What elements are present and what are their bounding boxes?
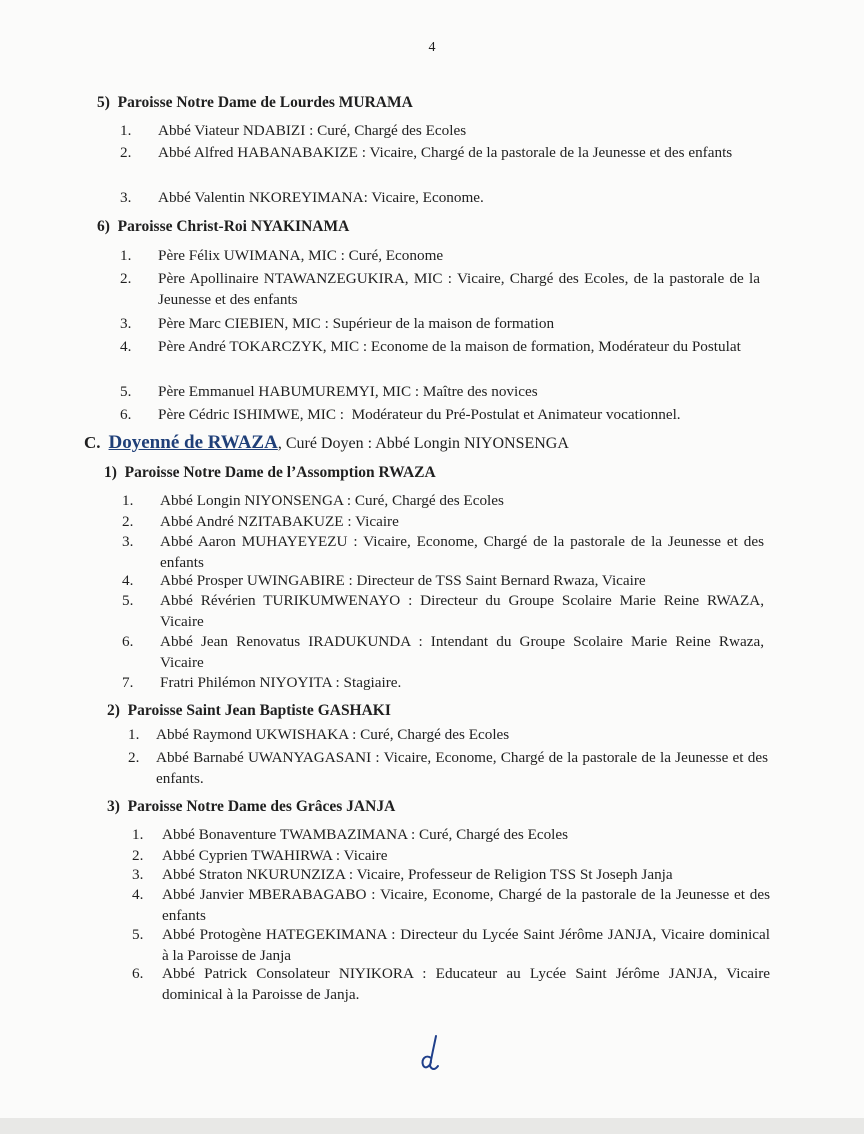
section-title: 3) Paroisse Notre Dame des Grâces JANJA xyxy=(107,798,396,815)
document-page: 4 5) Paroisse Notre Dame de Lourdes MURAMA 1. Abbé Viateur NDABIZI : Curé, Chargé des Ecoles 2. Abbé Alfred HABANABAKIZE : Vicaire, Chargé de la pastorale de la Jeunesse et des enfants 3. Abbé Valentin NKOREYIMANA: Vicaire, Econome. 6) Paroisse Christ-Roi NYAKINAMA 1. Père Félix UWIMANA, MIC : Curé, Econome 2. Père Apollinaire NTAWANZEGUKIRA, MIC : Vicaire, Chargé des Ecoles, de la pastorale de la Jeunesse et des enfants 3. Père Marc CIEBIEN, MIC : Supérieur de la maison de formation 4. Père André TOKARCZYK, MIC : Econome de la maison de formation, Modérateur du Postulat 5. Père Emmanuel HABUMUREMYI, MIC : Maître des novices 6. Père Cédric ISHIMWE, MIC : Modérateur du Pré-Postulat et Animateur vocationnel. C. Doyenné de RWAZA, Curé Doyen : Abbé Longin NIYONSENGA 1) Paroisse Notre Dame de l’Assomption RWAZA 1. Abbé Longin NIYONSENGA : Curé, Chargé des Ecoles 2. Abbé André NZITABAKUZE : Vicaire 3. Abbé Aaron MUHAYEYEZU : Vicaire, Econome, Chargé de la pastorale de la Jeunesse et des enfants 4. Abbé Prosper UWINGABIRE : Directeur de TSS Saint Bernard Rwaza, Vicaire 5. Abbé Révérien TURIKUMWENAYO : Directeur du Groupe Scolaire Marie Reine RWAZA, Vicaire 6. Abbé Jean Renovatus IRADUKUNDA : Intendant du Groupe Scolaire Marie Reine Rwaza, Vicaire 7. Fratri Philémon NIYOYITA : Stagiaire. 2) Paroisse Saint Jean Baptiste GASHAKI 1. Abbé Raymond UKWISHAKA : Curé, Chargé des Ecoles 2. Abbé Barnabé UWANYAGASANI : Vicaire, Econome, Chargé de la pastorale de la Jeunesse et des enfants. 3) Paroisse Notre Dame des Grâces JANJA 1. Abbé Bonaventure TWAMBAZIMANA : Curé, Chargé des Ecoles 2. Abbé Cyprien TWAHIRWA : Vicaire 3. Abbé Straton NKURUNZIZA : Vicaire, Professeur de Religion TSS St Joseph Janja 4. Abbé Janvier MBERABAGABO : Vicaire, Econome, Chargé de la pastorale de la Jeunesse et des enfants 5. Abbé Protogène HATEGEKIMANA : Directeur du Lycée Saint Jérôme JANJA, Vicaire dominical à la Paroisse de Janja 6. Abbé Patrick Consolateur NIYIKORA : Educateur au Lycée Saint Jérôme JANJA, Vicaire dominical à la Paroisse de Janja. xyxy=(0,0,864,1134)
deanery-name: Doyenné de RWAZA xyxy=(108,432,278,453)
page-number: 4 xyxy=(428,40,436,55)
section-title: 6) Paroisse Christ-Roi NYAKINAMA xyxy=(97,218,350,235)
deanery-letter: C. xyxy=(84,433,101,452)
deanery-heading xyxy=(84,432,569,454)
deanery-dean: , Curé Doyen : Abbé Longin NIYONSENGA xyxy=(277,435,569,452)
signature-mark xyxy=(418,1032,448,1074)
scan-edge xyxy=(0,1118,864,1134)
section-title: 5) Paroisse Notre Dame de Lourdes MURAMA xyxy=(97,94,413,111)
section-title: 2) Paroisse Saint Jean Baptiste GASHAKI xyxy=(107,702,391,719)
section-title: 1) Paroisse Notre Dame de l’Assomption RWAZA xyxy=(104,464,436,481)
